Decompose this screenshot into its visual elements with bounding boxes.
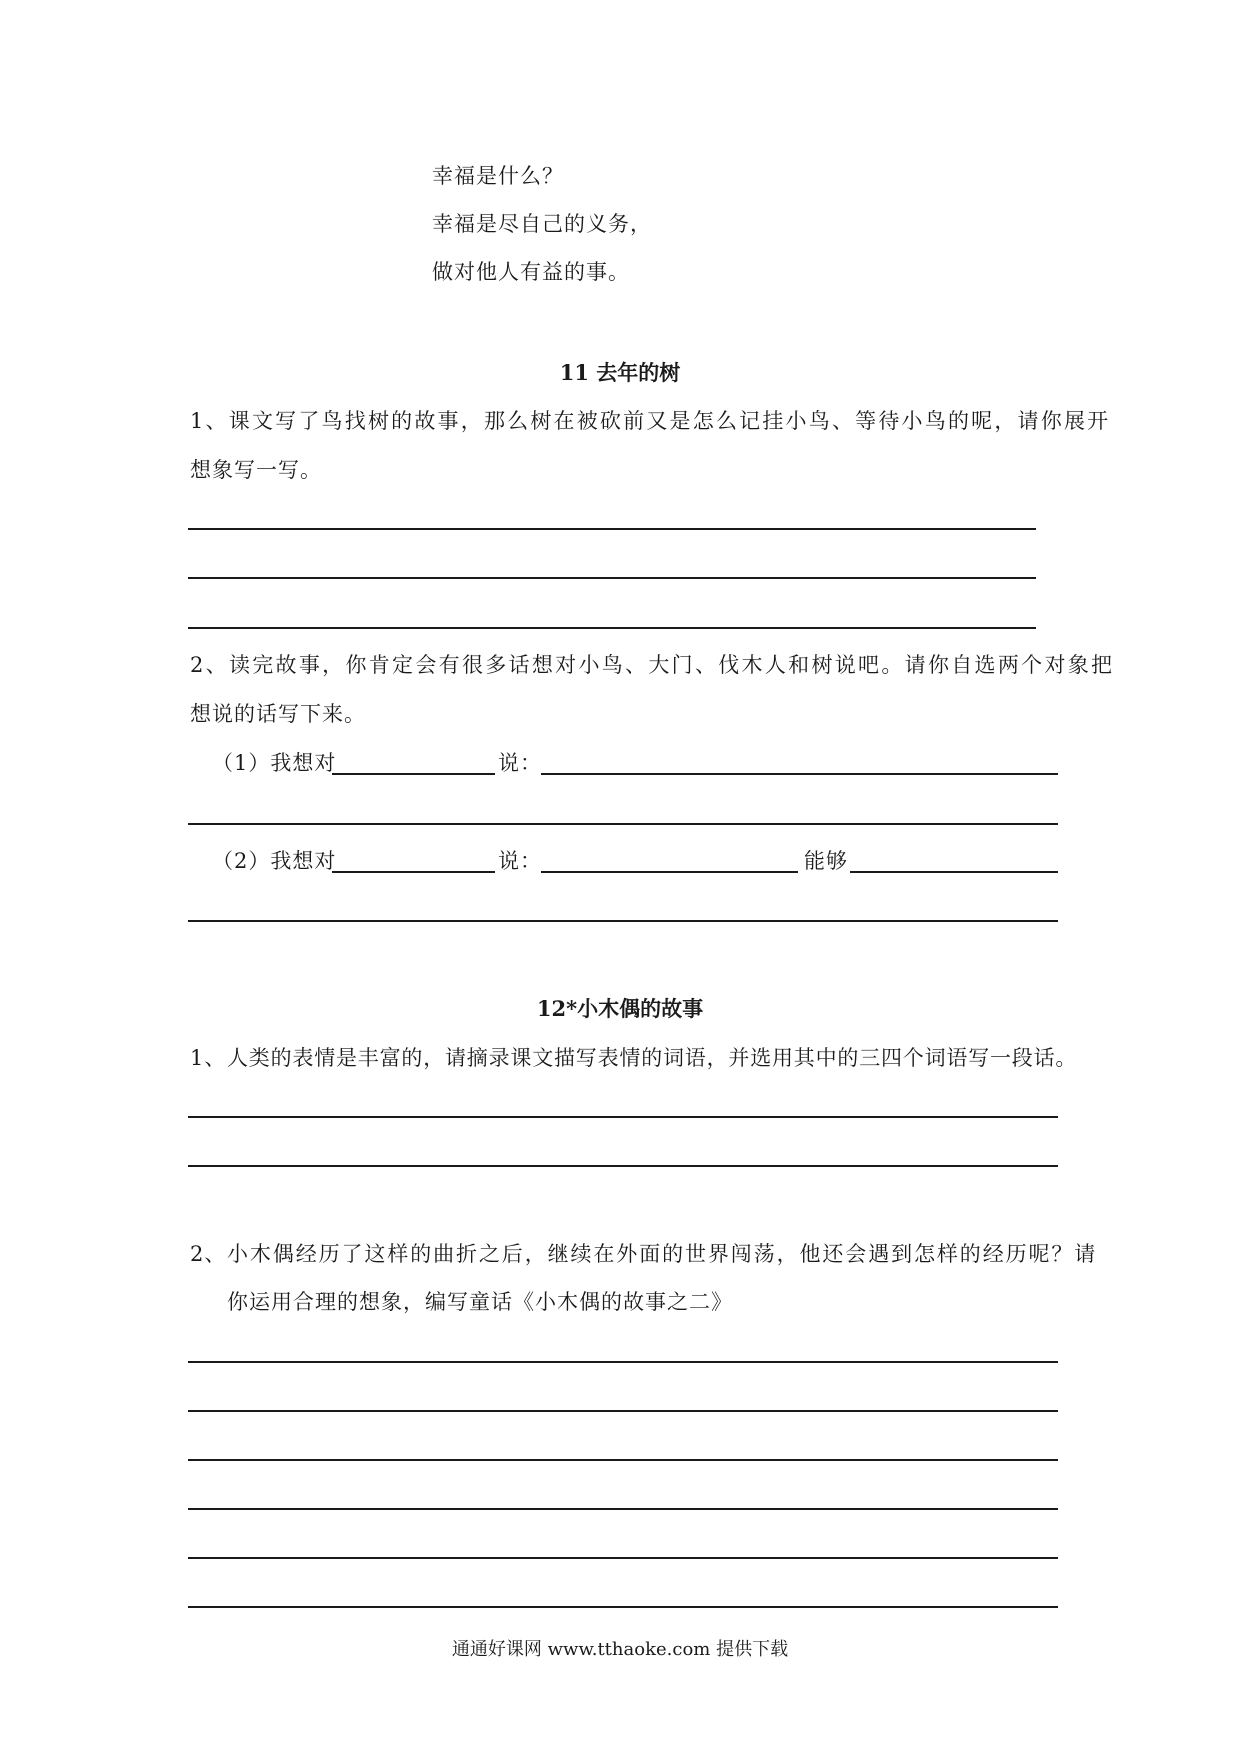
answer-line[interactable] [188,577,1036,579]
section-11-title: 11 去年的树 [559,360,681,385]
answer-line[interactable] [188,1410,1058,1412]
s11-q2-item2-extra: 能够 [804,849,848,873]
s12-q1-num: 1、 [190,1046,227,1070]
answer-line[interactable] [188,1361,1058,1363]
answer-line[interactable] [188,920,1058,922]
answer-line[interactable] [188,1508,1058,1510]
s12-q2-num: 2、 [190,1242,227,1266]
s11-q2-item1-prefix: （1）我想对 [212,751,337,775]
item1-target-blank[interactable] [332,773,495,775]
s11-q2-line2: 想说的话写下来。 [190,702,366,726]
s11-q2-item1-say: 说： [498,751,542,775]
item2-extra-blank[interactable] [850,871,1058,873]
footer-credit: 通通好课网 www.tthaoke.com 提供下载 [451,1639,789,1660]
poem-line-2: 幸福是尽自己的义务， [432,212,652,236]
answer-line[interactable] [188,1459,1058,1461]
answer-line[interactable] [188,1116,1058,1118]
answer-line[interactable] [188,627,1036,629]
item2-say-blank[interactable] [541,871,798,873]
s11-q2-item2-say: 说： [498,849,542,873]
answer-line[interactable] [188,1165,1058,1167]
s12-q2-line2: 你运用合理的想象，编写童话《小木偶的故事之二》 [227,1290,733,1314]
s12-q2-line1: 小木偶经历了这样的曲折之后，继续在外面的世界闯荡，他还会遇到怎样的经历呢？请 [227,1242,1098,1266]
answer-line[interactable] [188,823,1058,825]
item2-target-blank[interactable] [332,871,495,873]
s12-q1-text: 人类的表情是丰富的，请摘录课文描写表情的词语，并选用其中的三四个词语写一段话。 [227,1046,1078,1070]
section-12-title: 12*小木偶的故事 [536,996,704,1021]
answer-line[interactable] [188,528,1036,530]
poem-line-1: 幸福是什么？ [432,164,564,188]
answer-line[interactable] [188,1557,1058,1559]
s11-q1-line1: 1、课文写了鸟找树的故事，那么树在被砍前又是怎么记挂小鸟、等待小鸟的呢，请你展开 [190,409,1111,433]
s11-q2-item2-prefix: （2）我想对 [212,849,337,873]
item1-say-blank[interactable] [541,773,1058,775]
answer-line[interactable] [188,1606,1058,1608]
s11-q1-line2: 想象写一写。 [190,458,322,482]
poem-line-3: 做对他人有益的事。 [432,260,630,284]
s11-q2-line1: 2、读完故事，你肯定会有很多话想对小鸟、大门、伐木人和树说吧。请你自选两个对象把 [190,653,1115,677]
